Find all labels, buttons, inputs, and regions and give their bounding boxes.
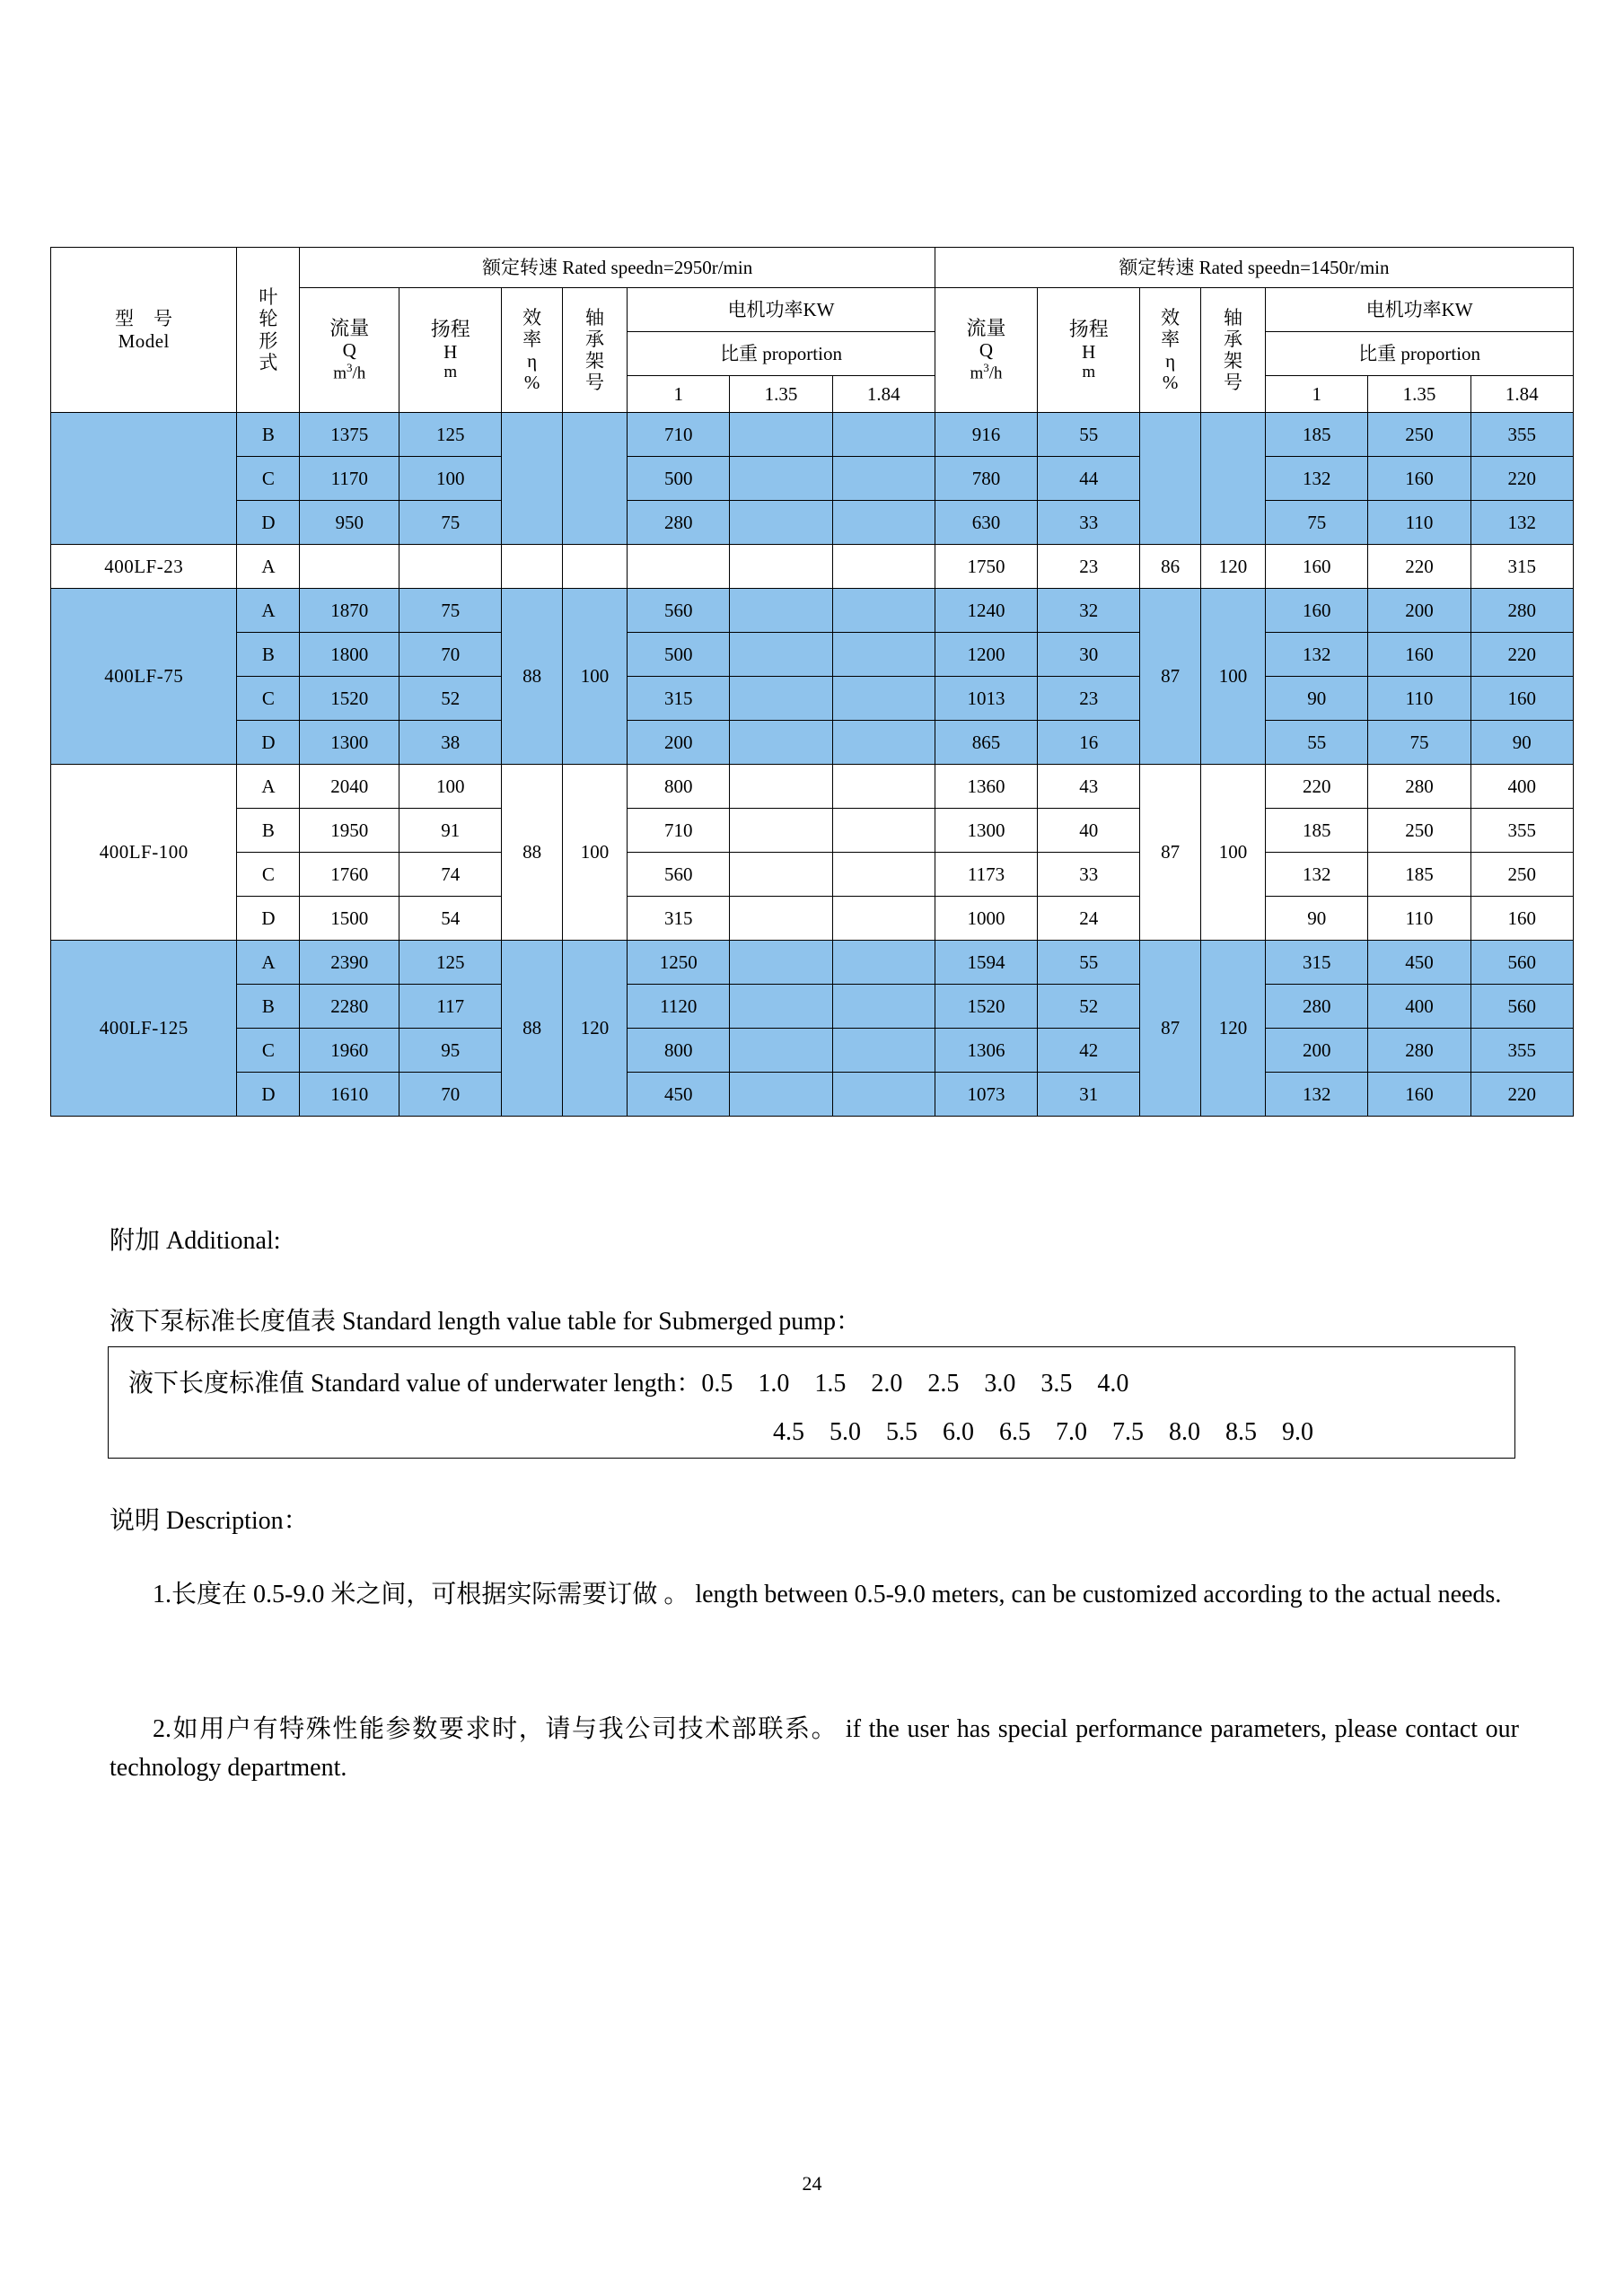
cell-bearing-1450: 120 xyxy=(1200,545,1265,589)
header-impeller-type: 叶 轮 形 式 xyxy=(237,248,300,413)
cell-power-135-2950 xyxy=(730,853,832,897)
cell-power-184-1450: 400 xyxy=(1470,765,1573,809)
cell-power-184-2950 xyxy=(832,677,935,721)
cell-impeller: B xyxy=(237,633,300,677)
cell-bearing-2950: 120 xyxy=(562,941,627,1117)
header-motor-power-2950: 电机功率KW xyxy=(628,288,935,332)
header-head-1450: 扬程 H m xyxy=(1038,288,1140,413)
cell-power-1-1450: 200 xyxy=(1266,1029,1368,1073)
cell-power-184-1450: 280 xyxy=(1470,589,1573,633)
cell-head-2950: 52 xyxy=(399,677,502,721)
cell-flow-1450: 1520 xyxy=(935,985,1037,1029)
cell-impeller: B xyxy=(237,809,300,853)
cell-power-1-2950: 710 xyxy=(628,809,730,853)
description-item-1 xyxy=(110,1575,1519,1614)
header-proportion-1450: 比重 proportion xyxy=(1266,332,1574,376)
cell-power-184-1450: 132 xyxy=(1470,501,1573,545)
cell-power-184-2950 xyxy=(832,985,935,1029)
standard-length-line-1: 液下长度标准值 Standard value of underwater length：0.5 1.0 1.5 2.0 2.5 3.0 3.5 4.0 xyxy=(128,1370,1129,1398)
cell-flow-2950: 1610 xyxy=(300,1073,399,1117)
header-prop-184-1450: 1.84 xyxy=(1470,376,1573,413)
cell-power-1-2950 xyxy=(628,545,730,589)
page-number: 24 xyxy=(802,2172,822,2195)
cell-power-1-2950: 560 xyxy=(628,589,730,633)
cell-impeller: D xyxy=(237,897,300,941)
cell-head-1450: 16 xyxy=(1038,721,1140,765)
cell-power-135-1450: 220 xyxy=(1368,545,1470,589)
cell-power-135-2950 xyxy=(730,677,832,721)
cell-power-135-2950 xyxy=(730,413,832,457)
cell-power-135-1450: 110 xyxy=(1368,501,1470,545)
cell-power-1-2950: 200 xyxy=(628,721,730,765)
row-model-400lf-75: 400LF-75 xyxy=(51,589,237,765)
header-bearing-1450: 轴 承 架 号 xyxy=(1200,288,1265,413)
cell-power-184-2950 xyxy=(832,721,935,765)
cell-head-2950: 91 xyxy=(399,809,502,853)
cell-power-1-2950: 800 xyxy=(628,1029,730,1073)
cell-head-2950: 125 xyxy=(399,941,502,985)
cell-power-1-1450: 220 xyxy=(1266,765,1368,809)
cell-power-135-2950 xyxy=(730,589,832,633)
header-prop-1-1450: 1 xyxy=(1266,376,1368,413)
cell-power-1-1450: 132 xyxy=(1266,853,1368,897)
row-model-400lf-100: 400LF-100 xyxy=(51,765,237,941)
cell-eff-1450: 86 xyxy=(1140,545,1201,589)
cell-power-184-2950 xyxy=(832,633,935,677)
table-row xyxy=(51,633,1574,677)
cell-flow-1450: 1306 xyxy=(935,1029,1037,1073)
cell-flow-1450: 1173 xyxy=(935,853,1037,897)
cell-power-1-1450: 185 xyxy=(1266,809,1368,853)
cell-bearing-1450: 100 xyxy=(1200,589,1265,765)
cell-power-135-1450: 450 xyxy=(1368,941,1470,985)
cell-flow-1450: 630 xyxy=(935,501,1037,545)
cell-eff-1450: 87 xyxy=(1140,941,1201,1117)
table-row xyxy=(51,721,1574,765)
cell-power-184-2950 xyxy=(832,941,935,985)
table-row xyxy=(51,413,1574,457)
cell-power-135-1450: 185 xyxy=(1368,853,1470,897)
cell-head-2950: 70 xyxy=(399,633,502,677)
cell-impeller: C xyxy=(237,853,300,897)
header-flow-1450: 流量 Q $m^3/h$ xyxy=(935,288,1037,413)
cell-power-1-1450: 75 xyxy=(1266,501,1368,545)
header-model-cn: 型 号 xyxy=(114,308,173,330)
cell-head-1450: 42 xyxy=(1038,1029,1140,1073)
cell-power-1-1450: 185 xyxy=(1266,413,1368,457)
table-row xyxy=(51,765,1574,809)
table-row xyxy=(51,1029,1574,1073)
header-model-en: Model xyxy=(118,329,170,352)
description-heading: 说明 Description： xyxy=(110,1507,309,1535)
cell-power-135-1450: 280 xyxy=(1368,1029,1470,1073)
cell-head-2950: 75 xyxy=(399,589,502,633)
standard-length-title: 液下泵标准长度值表 Standard length value table for Submerged pump： xyxy=(110,1308,862,1336)
cell-power-184-2950 xyxy=(832,457,935,501)
header-efficiency-2950: 效 率 η % xyxy=(502,288,563,413)
cell-power-184-2950 xyxy=(832,413,935,457)
description-item-2-text: 2.如用户有特殊性能参数要求时，请与我公司技术部联系。 if the user has special performance parameters, please contact our technology department. xyxy=(110,1715,1519,1783)
cell-power-135-1450: 75 xyxy=(1368,721,1470,765)
cell-head-2950: 95 xyxy=(399,1029,502,1073)
cell-impeller: A xyxy=(237,765,300,809)
cell-flow-1450: 1750 xyxy=(935,545,1037,589)
cell-impeller: B xyxy=(237,985,300,1029)
cell-head-2950: 70 xyxy=(399,1073,502,1117)
table-row xyxy=(51,1073,1574,1117)
cell-flow-2950: 1520 xyxy=(300,677,399,721)
table-row xyxy=(51,897,1574,941)
cell-power-135-1450: 160 xyxy=(1368,633,1470,677)
cell-flow-2950: 1375 xyxy=(300,413,399,457)
cell-flow-2950: 950 xyxy=(300,501,399,545)
cell-power-184-2950 xyxy=(832,545,935,589)
cell-flow-2950: 1300 xyxy=(300,721,399,765)
cell-power-1-2950: 315 xyxy=(628,897,730,941)
cell-eff-2950: 88 xyxy=(502,941,563,1117)
cell-head-2950 xyxy=(399,545,502,589)
row-model-400lf-23: 400LF-23 xyxy=(51,545,237,589)
cell-flow-1450: 1200 xyxy=(935,633,1037,677)
cell-power-1-2950: 710 xyxy=(628,413,730,457)
cell-power-1-1450: 280 xyxy=(1266,985,1368,1029)
cell-flow-1450: 1300 xyxy=(935,809,1037,853)
cell-power-1-2950: 560 xyxy=(628,853,730,897)
cell-power-135-2950 xyxy=(730,457,832,501)
cell-power-1-2950: 500 xyxy=(628,633,730,677)
cell-head-2950: 125 xyxy=(399,413,502,457)
cell-power-135-1450: 200 xyxy=(1368,589,1470,633)
cell-power-1-1450: 160 xyxy=(1266,545,1368,589)
cell-power-184-1450: 250 xyxy=(1470,853,1573,897)
cell-flow-2950: 1500 xyxy=(300,897,399,941)
header-flow-2950: 流量 Q $m^3/h$ xyxy=(300,288,399,413)
cell-power-135-2950 xyxy=(730,897,832,941)
pump-spec-table xyxy=(50,247,1574,1117)
cell-flow-2950: 1960 xyxy=(300,1029,399,1073)
cell-head-1450: 23 xyxy=(1038,677,1140,721)
cell-head-1450: 32 xyxy=(1038,589,1140,633)
cell-power-135-2950 xyxy=(730,633,832,677)
table-row xyxy=(51,589,1574,633)
cell-power-184-2950 xyxy=(832,765,935,809)
cell-power-135-1450: 110 xyxy=(1368,677,1470,721)
cell-eff-1450: 87 xyxy=(1140,589,1201,765)
cell-impeller: D xyxy=(237,1073,300,1117)
cell-bearing-1450: 120 xyxy=(1200,941,1265,1117)
cell-power-1-1450: 90 xyxy=(1266,897,1368,941)
cell-power-184-1450: 220 xyxy=(1470,1073,1573,1117)
cell-power-135-2950 xyxy=(730,545,832,589)
table-row xyxy=(51,985,1574,1029)
cell-eff-2950: 88 xyxy=(502,589,563,765)
cell-power-135-1450: 250 xyxy=(1368,413,1470,457)
cell-power-184-1450: 560 xyxy=(1470,985,1573,1029)
cell-eff-1450 xyxy=(1140,413,1201,545)
additional-heading: 附加 Additional: xyxy=(110,1227,281,1255)
cell-power-184-2950 xyxy=(832,501,935,545)
header-prop-1-2950: 1 xyxy=(628,376,730,413)
table-row xyxy=(51,677,1574,721)
cell-power-184-1450: 355 xyxy=(1470,809,1573,853)
cell-power-135-1450: 160 xyxy=(1368,457,1470,501)
cell-head-2950: 74 xyxy=(399,853,502,897)
cell-power-184-1450: 355 xyxy=(1470,413,1573,457)
cell-flow-2950: 1760 xyxy=(300,853,399,897)
cell-head-1450: 40 xyxy=(1038,809,1140,853)
cell-flow-1450: 1360 xyxy=(935,765,1037,809)
header-prop-135-1450: 1.35 xyxy=(1368,376,1470,413)
standard-length-box xyxy=(108,1346,1515,1459)
description-item-1-text: 1.长度在 0.5-9.0 米之间，可根据实际需要订做 。 length between 0.5-9.0 meters, can be customized according to the actual needs. xyxy=(153,1581,1502,1608)
cell-head-1450: 31 xyxy=(1038,1073,1140,1117)
row-model-blank xyxy=(51,413,237,545)
cell-power-1-2950: 280 xyxy=(628,501,730,545)
cell-head-1450: 24 xyxy=(1038,897,1140,941)
cell-power-1-1450: 132 xyxy=(1266,1073,1368,1117)
cell-power-1-2950: 1250 xyxy=(628,941,730,985)
cell-impeller: A xyxy=(237,545,300,589)
cell-bearing-2950: 100 xyxy=(562,589,627,765)
table-row xyxy=(51,545,1574,589)
table-row xyxy=(51,853,1574,897)
cell-bearing-2950 xyxy=(562,413,627,545)
cell-flow-2950: 2390 xyxy=(300,941,399,985)
cell-power-135-1450: 250 xyxy=(1368,809,1470,853)
cell-head-2950: 117 xyxy=(399,985,502,1029)
cell-flow-2950: 1800 xyxy=(300,633,399,677)
cell-power-1-1450: 90 xyxy=(1266,677,1368,721)
cell-head-2950: 100 xyxy=(399,457,502,501)
cell-flow-2950 xyxy=(300,545,399,589)
cell-impeller: C xyxy=(237,677,300,721)
cell-power-1-1450: 160 xyxy=(1266,589,1368,633)
cell-eff-2950: 88 xyxy=(502,765,563,941)
cell-flow-2950: 1170 xyxy=(300,457,399,501)
header-model xyxy=(51,248,237,413)
cell-power-184-1450: 315 xyxy=(1470,545,1573,589)
cell-power-135-1450: 400 xyxy=(1368,985,1470,1029)
cell-power-135-1450: 160 xyxy=(1368,1073,1470,1117)
cell-impeller: C xyxy=(237,457,300,501)
cell-power-135-2950 xyxy=(730,809,832,853)
cell-head-2950: 75 xyxy=(399,501,502,545)
header-prop-184-2950: 1.84 xyxy=(832,376,935,413)
cell-flow-1450: 1073 xyxy=(935,1073,1037,1117)
cell-head-1450: 30 xyxy=(1038,633,1140,677)
cell-power-184-2950 xyxy=(832,1073,935,1117)
cell-head-2950: 54 xyxy=(399,897,502,941)
description-item-2 xyxy=(110,1710,1519,1788)
cell-impeller: D xyxy=(237,501,300,545)
table-row xyxy=(51,501,1574,545)
cell-head-1450: 23 xyxy=(1038,545,1140,589)
cell-power-184-1450: 560 xyxy=(1470,941,1573,985)
header-bearing-2950: 轴 承 架 号 xyxy=(562,288,627,413)
cell-impeller: B xyxy=(237,413,300,457)
cell-head-2950: 100 xyxy=(399,765,502,809)
cell-flow-1450: 1240 xyxy=(935,589,1037,633)
cell-bearing-1450 xyxy=(1200,413,1265,545)
cell-flow-2950: 2280 xyxy=(300,985,399,1029)
header-prop-135-2950: 1.35 xyxy=(730,376,832,413)
cell-flow-1450: 916 xyxy=(935,413,1037,457)
cell-power-135-1450: 110 xyxy=(1368,897,1470,941)
pump-spec-table-wrapper xyxy=(50,247,1574,1117)
cell-power-1-1450: 315 xyxy=(1266,941,1368,985)
cell-bearing-1450: 100 xyxy=(1200,765,1265,941)
cell-flow-1450: 865 xyxy=(935,721,1037,765)
cell-head-1450: 52 xyxy=(1038,985,1140,1029)
header-speed-1450: 额定转速 Rated speedn=1450r/min xyxy=(935,248,1573,288)
cell-flow-1450: 1594 xyxy=(935,941,1037,985)
cell-power-1-1450: 55 xyxy=(1266,721,1368,765)
table-row xyxy=(51,457,1574,501)
cell-power-184-2950 xyxy=(832,897,935,941)
cell-flow-1450: 780 xyxy=(935,457,1037,501)
cell-power-184-1450: 160 xyxy=(1470,897,1573,941)
cell-head-2950: 38 xyxy=(399,721,502,765)
cell-flow-1450: 1013 xyxy=(935,677,1037,721)
cell-power-1-2950: 450 xyxy=(628,1073,730,1117)
cell-bearing-2950 xyxy=(562,545,627,589)
cell-power-184-2950 xyxy=(832,809,935,853)
cell-head-1450: 55 xyxy=(1038,941,1140,985)
cell-head-1450: 55 xyxy=(1038,413,1140,457)
cell-power-1-1450: 132 xyxy=(1266,633,1368,677)
cell-power-135-1450: 280 xyxy=(1368,765,1470,809)
cell-power-135-2950 xyxy=(730,765,832,809)
cell-flow-1450: 1000 xyxy=(935,897,1037,941)
table-header-speed-row xyxy=(51,248,1574,288)
cell-power-184-1450: 90 xyxy=(1470,721,1573,765)
cell-eff-2950 xyxy=(502,413,563,545)
cell-power-1-2950: 315 xyxy=(628,677,730,721)
cell-power-1-2950: 800 xyxy=(628,765,730,809)
cell-impeller: D xyxy=(237,721,300,765)
cell-power-135-2950 xyxy=(730,721,832,765)
cell-power-135-2950 xyxy=(730,985,832,1029)
cell-power-135-2950 xyxy=(730,501,832,545)
header-head-2950: 扬程 H m xyxy=(399,288,502,413)
cell-head-1450: 44 xyxy=(1038,457,1140,501)
cell-power-135-2950 xyxy=(730,1029,832,1073)
header-proportion-2950: 比重 proportion xyxy=(628,332,935,376)
cell-power-1-2950: 500 xyxy=(628,457,730,501)
cell-flow-2950: 1950 xyxy=(300,809,399,853)
cell-impeller: C xyxy=(237,1029,300,1073)
cell-power-1-1450: 132 xyxy=(1266,457,1368,501)
cell-eff-1450: 87 xyxy=(1140,765,1201,941)
cell-power-184-2950 xyxy=(832,589,935,633)
cell-eff-2950 xyxy=(502,545,563,589)
row-model-400lf-125: 400LF-125 xyxy=(51,941,237,1117)
cell-impeller: A xyxy=(237,589,300,633)
table-row xyxy=(51,941,1574,985)
cell-head-1450: 43 xyxy=(1038,765,1140,809)
cell-impeller: A xyxy=(237,941,300,985)
cell-flow-2950: 1870 xyxy=(300,589,399,633)
cell-power-1-2950: 1120 xyxy=(628,985,730,1029)
cell-head-1450: 33 xyxy=(1038,501,1140,545)
standard-length-line-2: 4.5 5.0 5.5 6.0 6.5 7.0 7.5 8.0 8.5 9.0 xyxy=(773,1418,1314,1446)
cell-flow-2950: 2040 xyxy=(300,765,399,809)
cell-power-184-1450: 160 xyxy=(1470,677,1573,721)
header-efficiency-1450: 效 率 η % xyxy=(1140,288,1201,413)
cell-power-184-2950 xyxy=(832,853,935,897)
cell-power-184-1450: 220 xyxy=(1470,633,1573,677)
cell-power-184-1450: 220 xyxy=(1470,457,1573,501)
header-speed-2950: 额定转速 Rated speedn=2950r/min xyxy=(300,248,935,288)
cell-power-135-2950 xyxy=(730,941,832,985)
header-motor-power-1450: 电机功率KW xyxy=(1266,288,1574,332)
cell-head-1450: 33 xyxy=(1038,853,1140,897)
cell-power-184-1450: 355 xyxy=(1470,1029,1573,1073)
table-row xyxy=(51,809,1574,853)
cell-power-135-2950 xyxy=(730,1073,832,1117)
cell-bearing-2950: 100 xyxy=(562,765,627,941)
cell-power-184-2950 xyxy=(832,1029,935,1073)
